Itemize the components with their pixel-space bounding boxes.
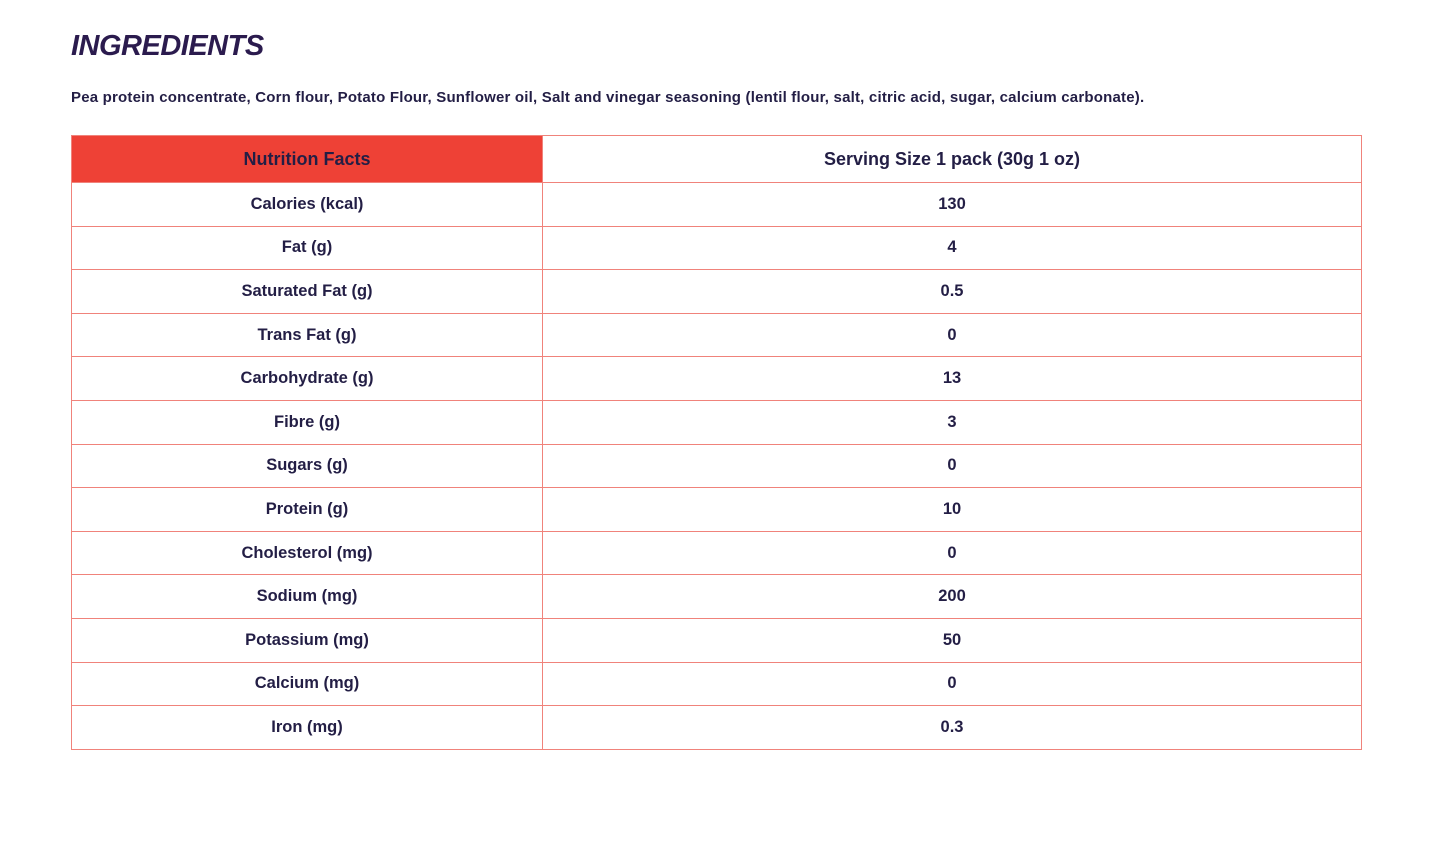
nutrition-facts-header-cell: Nutrition Facts — [72, 136, 543, 183]
nutrient-value-cell: 0.3 — [543, 706, 1362, 750]
nutrient-label-cell: Calcium (mg) — [72, 662, 543, 706]
table-header-row — [72, 136, 1362, 183]
nutrient-label-cell: Trans Fat (g) — [72, 313, 543, 357]
nutrient-label-cell: Sugars (g) — [72, 444, 543, 488]
nutrient-value-cell: 13 — [543, 357, 1362, 401]
nutrient-value-cell: 0.5 — [543, 270, 1362, 314]
table-row — [72, 706, 1362, 750]
nutrient-value-cell: 0 — [543, 531, 1362, 575]
nutrient-value-cell: 4 — [543, 226, 1362, 270]
nutrition-facts-table — [71, 135, 1362, 750]
nutrient-label-cell: Sodium (mg) — [72, 575, 543, 619]
nutrient-value-cell: 10 — [543, 488, 1362, 532]
table-row — [72, 444, 1362, 488]
nutrient-label-cell: Saturated Fat (g) — [72, 270, 543, 314]
nutrient-value-cell: 0 — [543, 662, 1362, 706]
table-row — [72, 313, 1362, 357]
table-body — [72, 183, 1362, 750]
nutrient-label-cell: Calories (kcal) — [72, 183, 543, 227]
ingredients-heading: INGREDIENTS — [71, 30, 264, 62]
nutrient-label-cell: Fibre (g) — [72, 400, 543, 444]
table-row — [72, 226, 1362, 270]
table-row — [72, 618, 1362, 662]
ingredients-text: Pea protein concentrate, Corn flour, Potato Flour, Sunflower oil, Salt and vinegar seasoning (lentil flour, salt, citric acid, sugar, calcium carbonate). — [71, 89, 1145, 106]
nutrient-label-cell: Cholesterol (mg) — [72, 531, 543, 575]
nutrient-value-cell: 3 — [543, 400, 1362, 444]
table-row — [72, 662, 1362, 706]
table-row — [72, 183, 1362, 227]
table-row — [72, 270, 1362, 314]
table-row — [72, 400, 1362, 444]
serving-size-header-cell: Serving Size 1 pack (30g 1 oz) — [543, 136, 1362, 183]
nutrient-value-cell: 200 — [543, 575, 1362, 619]
table-row — [72, 531, 1362, 575]
nutrient-label-cell: Iron (mg) — [72, 706, 543, 750]
nutrient-value-cell: 0 — [543, 444, 1362, 488]
table-row — [72, 357, 1362, 401]
nutrient-label-cell: Carbohydrate (g) — [72, 357, 543, 401]
nutrient-label-cell: Potassium (mg) — [72, 618, 543, 662]
nutrient-label-cell: Fat (g) — [72, 226, 543, 270]
table-row — [72, 488, 1362, 532]
nutrient-value-cell: 130 — [543, 183, 1362, 227]
nutrient-value-cell: 50 — [543, 618, 1362, 662]
nutrient-label-cell: Protein (g) — [72, 488, 543, 532]
nutrient-value-cell: 0 — [543, 313, 1362, 357]
table-row — [72, 575, 1362, 619]
